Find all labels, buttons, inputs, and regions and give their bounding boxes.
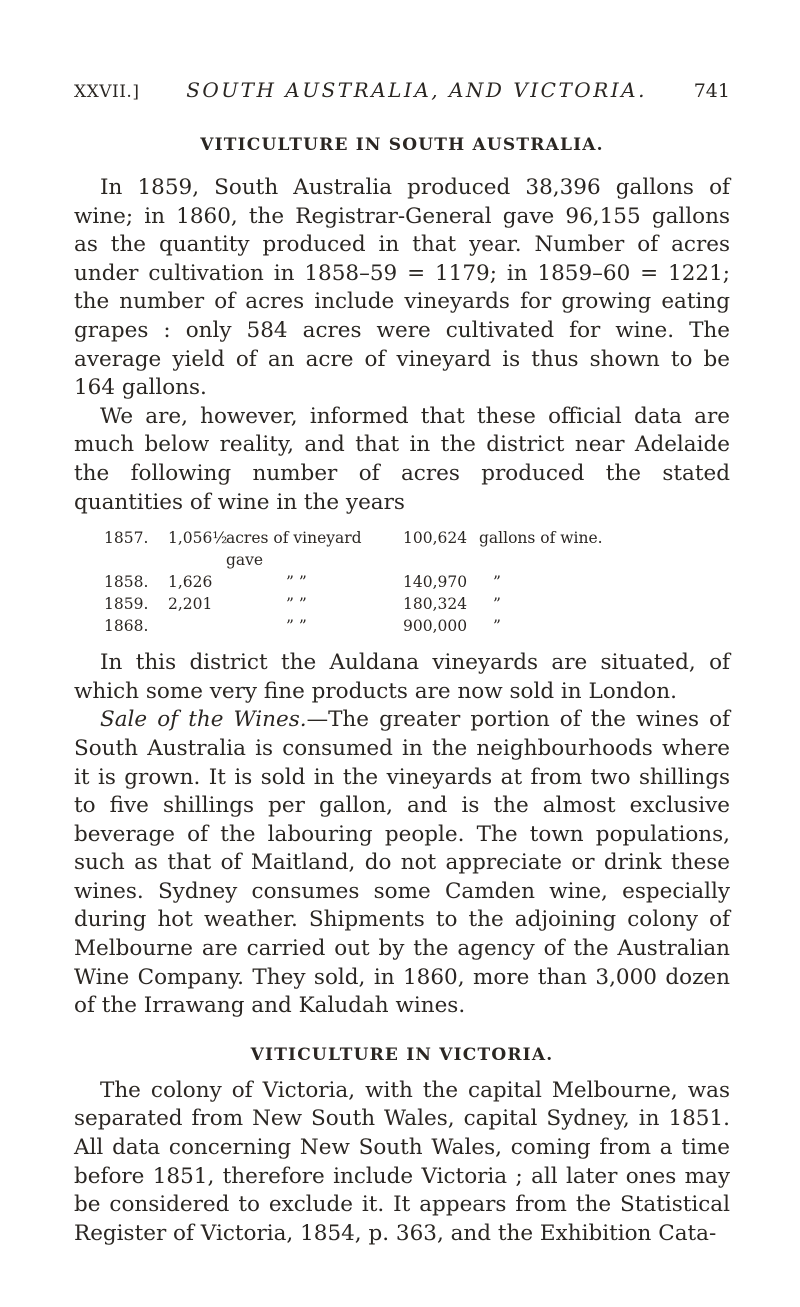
page [74, 78, 730, 1248]
chapter-number: XXVII.] [74, 82, 140, 102]
table-row: 1868. ” ” 900,000 ” [104, 617, 501, 636]
section-heading-victoria: VITICULTURE IN VICTORIA. [250, 1044, 554, 1065]
paragraph-victoria: The colony of Victoria, with the capital Melbourne, was separated from New South Wales, capital Sydney, in 1851. All data concerning New South Wales, coming from a time before 1851, therefore include Victoria ; all later ones may be considered to exclude it. It appears from the Statistical Register of Victoria, 1854, p. 363, and the Exhibition Cata- [74, 1077, 730, 1246]
page-number: 741 [693, 80, 730, 102]
running-title: SOUTH AUSTRALIA, AND VICTORIA. [186, 78, 647, 102]
paragraph-auldana: In this district the Auldana vineyards are situated, of which some very fine products are now sold in London. [74, 650, 730, 704]
table-row: 1857. 1,056½ acres of vineyard gave 100,624 gallons of wine. [104, 529, 603, 570]
table-row: 1858. 1,626 ” ” 140,970 ” [104, 573, 501, 592]
sale-subheading: Sale of the Wines. [100, 707, 307, 733]
paragraph-sale-of-wines: Sale of the Wines.—The greater portion of the wines of South Australia is consumed in the neighbourhoods where it is grown. It is sold in the vineyards at from two shillings to five shillings per gallon, and is the almost exclusive beverage of the labouring people. The town populations, such as that of Maitland, do not appreciate or drink these wines. Sydney consumes some Camden wine, especially during hot weather. Shipments to the adjoining colony of Melbourne are carried out by the agency of the Australian Wine Company. They sold, in 1860, more than 3,000 dozen of the Irrawang and Kaludah wines. [74, 707, 730, 1019]
paragraph-production: In 1859, South Australia produced 38,396 gallons of wine; in 1860, the Registrar-General gave 96,155 gallons as the quantity produced in that year. Number of acres under cultivation in 1858–59 = 1179; in 1859–60 = 1221; the number of acres include vineyards for growing eating grapes : only 584 acres were cultivated for wine. The average yield of an acre of vineyard is thus shown to be 164 gallons. [74, 175, 730, 401]
section-heading-south-australia: VITICULTURE IN SOUTH AUSTRALIA. [200, 135, 604, 155]
vineyard-table [104, 527, 730, 637]
running-head [74, 78, 730, 102]
paragraph-adelaide: We are, however, informed that these official data are much below reality, and that in the district near Adelaide the following number of acres produced the stated quantities of wine in the years [74, 403, 730, 515]
table-row: 1859. 2,201 ” ” 180,324 ” [104, 595, 501, 614]
